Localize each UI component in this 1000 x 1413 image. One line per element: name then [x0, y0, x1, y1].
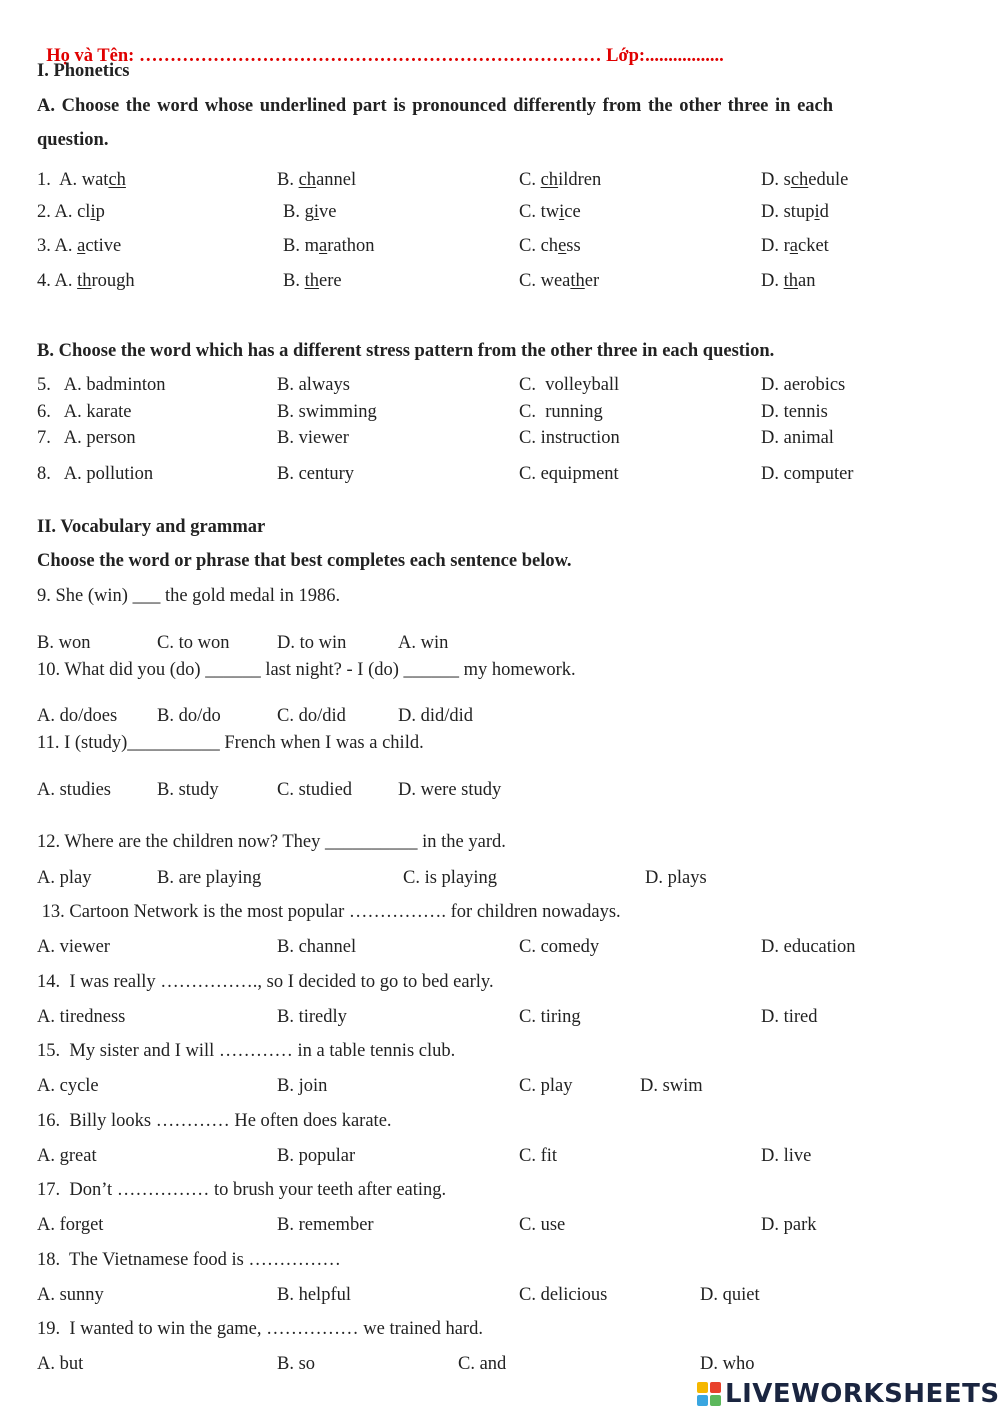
- option-d[interactable]: D. racket: [761, 236, 829, 256]
- logo-square-1: [697, 1382, 708, 1393]
- option-c[interactable]: C. weather: [519, 271, 600, 291]
- option-c[interactable]: C. instruction: [519, 428, 620, 448]
- option-d[interactable]: D. tired: [761, 1007, 818, 1027]
- option-a[interactable]: 3. A. active: [37, 236, 122, 256]
- option-b[interactable]: B. helpful: [277, 1285, 351, 1305]
- option-b[interactable]: B. so: [277, 1354, 316, 1374]
- question-text: 17. Don’t …………… to brush your teeth after eating.: [37, 1180, 447, 1200]
- option-3[interactable]: D. to win: [277, 633, 347, 653]
- name-label: Họ và Tên:: [46, 45, 139, 66]
- option-a[interactable]: 1. A. watch: [37, 170, 126, 190]
- option-a[interactable]: A. tiredness: [37, 1007, 126, 1027]
- option-c[interactable]: C. delicious: [519, 1285, 608, 1305]
- option-d[interactable]: D. who: [700, 1354, 755, 1374]
- part-b-instruction: B. Choose the word which has a different stress pattern from the other three in each question.: [37, 341, 775, 361]
- option-a[interactable]: 2. A. clip: [37, 202, 105, 222]
- option-a[interactable]: 5. A. badminton: [37, 375, 166, 395]
- option-a[interactable]: 7. A. person: [37, 428, 136, 448]
- option-c[interactable]: C. studied: [277, 780, 353, 800]
- option-4[interactable]: A. win: [398, 633, 449, 653]
- question-text: 14. I was really ……………., so I decided to go to bed early.: [37, 972, 494, 992]
- option-a[interactable]: 6. A. karate: [37, 402, 132, 422]
- option-b[interactable]: B. always: [277, 375, 350, 395]
- option-a[interactable]: A. forget: [37, 1215, 104, 1235]
- option-a[interactable]: A. cycle: [37, 1076, 99, 1096]
- option-c[interactable]: C. volleyball: [519, 375, 620, 395]
- option-c[interactable]: C. use: [519, 1215, 566, 1235]
- option-d[interactable]: D. live: [761, 1146, 812, 1166]
- option-b[interactable]: B. channel: [277, 937, 357, 957]
- option-c[interactable]: C. twice: [519, 202, 581, 222]
- option-b[interactable]: B. are playing: [157, 868, 262, 888]
- option-a[interactable]: A. do/does: [37, 706, 118, 726]
- option-a[interactable]: A. studies: [37, 780, 111, 800]
- logo-square-2: [710, 1382, 721, 1393]
- option-b[interactable]: B. marathon: [283, 236, 375, 256]
- option-d[interactable]: D. tennis: [761, 402, 828, 422]
- section-title-phonetics: I. Phonetics: [37, 61, 130, 81]
- option-a[interactable]: A. sunny: [37, 1285, 104, 1305]
- option-d[interactable]: D. schedule: [761, 170, 849, 190]
- logo-text: LIVEWORKSHEETS: [725, 1379, 1000, 1409]
- option-d[interactable]: D. did/did: [398, 706, 474, 726]
- liveworksheets-icon: [697, 1382, 721, 1406]
- name-blank[interactable]: …………………………………………………………………: [138, 45, 602, 66]
- option-d[interactable]: D. than: [761, 271, 816, 291]
- option-c[interactable]: C. chess: [519, 236, 581, 256]
- student-info-line: [37, 28, 724, 65]
- option-c[interactable]: C. running: [519, 402, 603, 422]
- section-2-instruction: Choose the word or phrase that best completes each sentence below.: [37, 551, 572, 571]
- option-a[interactable]: A. play: [37, 868, 92, 888]
- question-text: 13. Cartoon Network is the most popular ……………. for children nowadays.: [37, 902, 621, 922]
- section-title-vocabulary: II. Vocabulary and grammar: [37, 517, 266, 537]
- logo-square-3: [697, 1395, 708, 1406]
- option-c[interactable]: C. do/did: [277, 706, 346, 726]
- option-b[interactable]: B. swimming: [277, 402, 377, 422]
- part-a-instruction: A. Choose the word whose underlined part is pronounced differently from the other three in each: [37, 96, 834, 116]
- option-b[interactable]: B. remember: [277, 1215, 374, 1235]
- option-a[interactable]: 8. A. pollution: [37, 464, 154, 484]
- option-a[interactable]: 4. A. through: [37, 271, 135, 291]
- option-b[interactable]: B. study: [157, 780, 219, 800]
- part-a-instruction-cont: question.: [37, 130, 109, 150]
- option-c[interactable]: C. play: [519, 1076, 573, 1096]
- question-text: 12. Where are the children now? They __________ in the yard.: [37, 832, 506, 852]
- option-c[interactable]: C. fit: [519, 1146, 558, 1166]
- option-b[interactable]: B. there: [283, 271, 342, 291]
- option-b[interactable]: B. channel: [277, 170, 357, 190]
- option-c[interactable]: C. and: [458, 1354, 507, 1374]
- option-b[interactable]: B. popular: [277, 1146, 356, 1166]
- option-c[interactable]: C. tiring: [519, 1007, 581, 1027]
- option-c[interactable]: C. comedy: [519, 937, 600, 957]
- option-d[interactable]: D. stupid: [761, 202, 829, 222]
- option-d[interactable]: D. park: [761, 1215, 817, 1235]
- class-blank[interactable]: .................: [645, 45, 724, 66]
- option-b[interactable]: B. century: [277, 464, 355, 484]
- option-d[interactable]: D. swim: [640, 1076, 703, 1096]
- question-text: 16. Billy looks ………… He often does karate.: [37, 1111, 392, 1131]
- liveworksheets-logo: [697, 1380, 1000, 1408]
- option-d[interactable]: D. were study: [398, 780, 502, 800]
- class-label: Lớp:: [601, 45, 646, 66]
- question-text: 18. The Vietnamese food is ……………: [37, 1250, 341, 1270]
- option-b[interactable]: B. viewer: [277, 428, 349, 448]
- option-d[interactable]: D. computer: [761, 464, 854, 484]
- option-b[interactable]: B. join: [277, 1076, 328, 1096]
- option-d[interactable]: D. animal: [761, 428, 834, 448]
- option-d[interactable]: D. quiet: [700, 1285, 760, 1305]
- option-d[interactable]: D. aerobics: [761, 375, 846, 395]
- option-a[interactable]: A. great: [37, 1146, 97, 1166]
- option-c[interactable]: C. children: [519, 170, 602, 190]
- logo-square-4: [710, 1395, 721, 1406]
- question-text: 19. I wanted to win the game, …………… we trained hard.: [37, 1319, 483, 1339]
- question-text: 9. She (win) ___ the gold medal in 1986.: [37, 586, 341, 606]
- question-text: 10. What did you (do) ______ last night? - I (do) ______ my homework.: [37, 660, 576, 680]
- option-d[interactable]: D. education: [761, 937, 856, 957]
- option-c[interactable]: C. equipment: [519, 464, 619, 484]
- question-text: 15. My sister and I will ………… in a table tennis club.: [37, 1041, 456, 1061]
- option-b[interactable]: B. do/do: [157, 706, 221, 726]
- option-a[interactable]: A. but: [37, 1354, 84, 1374]
- option-1[interactable]: B. won: [37, 633, 91, 653]
- option-c[interactable]: C. is playing: [403, 868, 498, 888]
- option-b[interactable]: B. give: [283, 202, 337, 222]
- option-b[interactable]: B. tiredly: [277, 1007, 347, 1027]
- option-2[interactable]: C. to won: [157, 633, 230, 653]
- option-a[interactable]: A. viewer: [37, 937, 110, 957]
- question-text: 11. I (study)__________ French when I was a child.: [37, 733, 424, 753]
- option-d[interactable]: D. plays: [645, 868, 707, 888]
